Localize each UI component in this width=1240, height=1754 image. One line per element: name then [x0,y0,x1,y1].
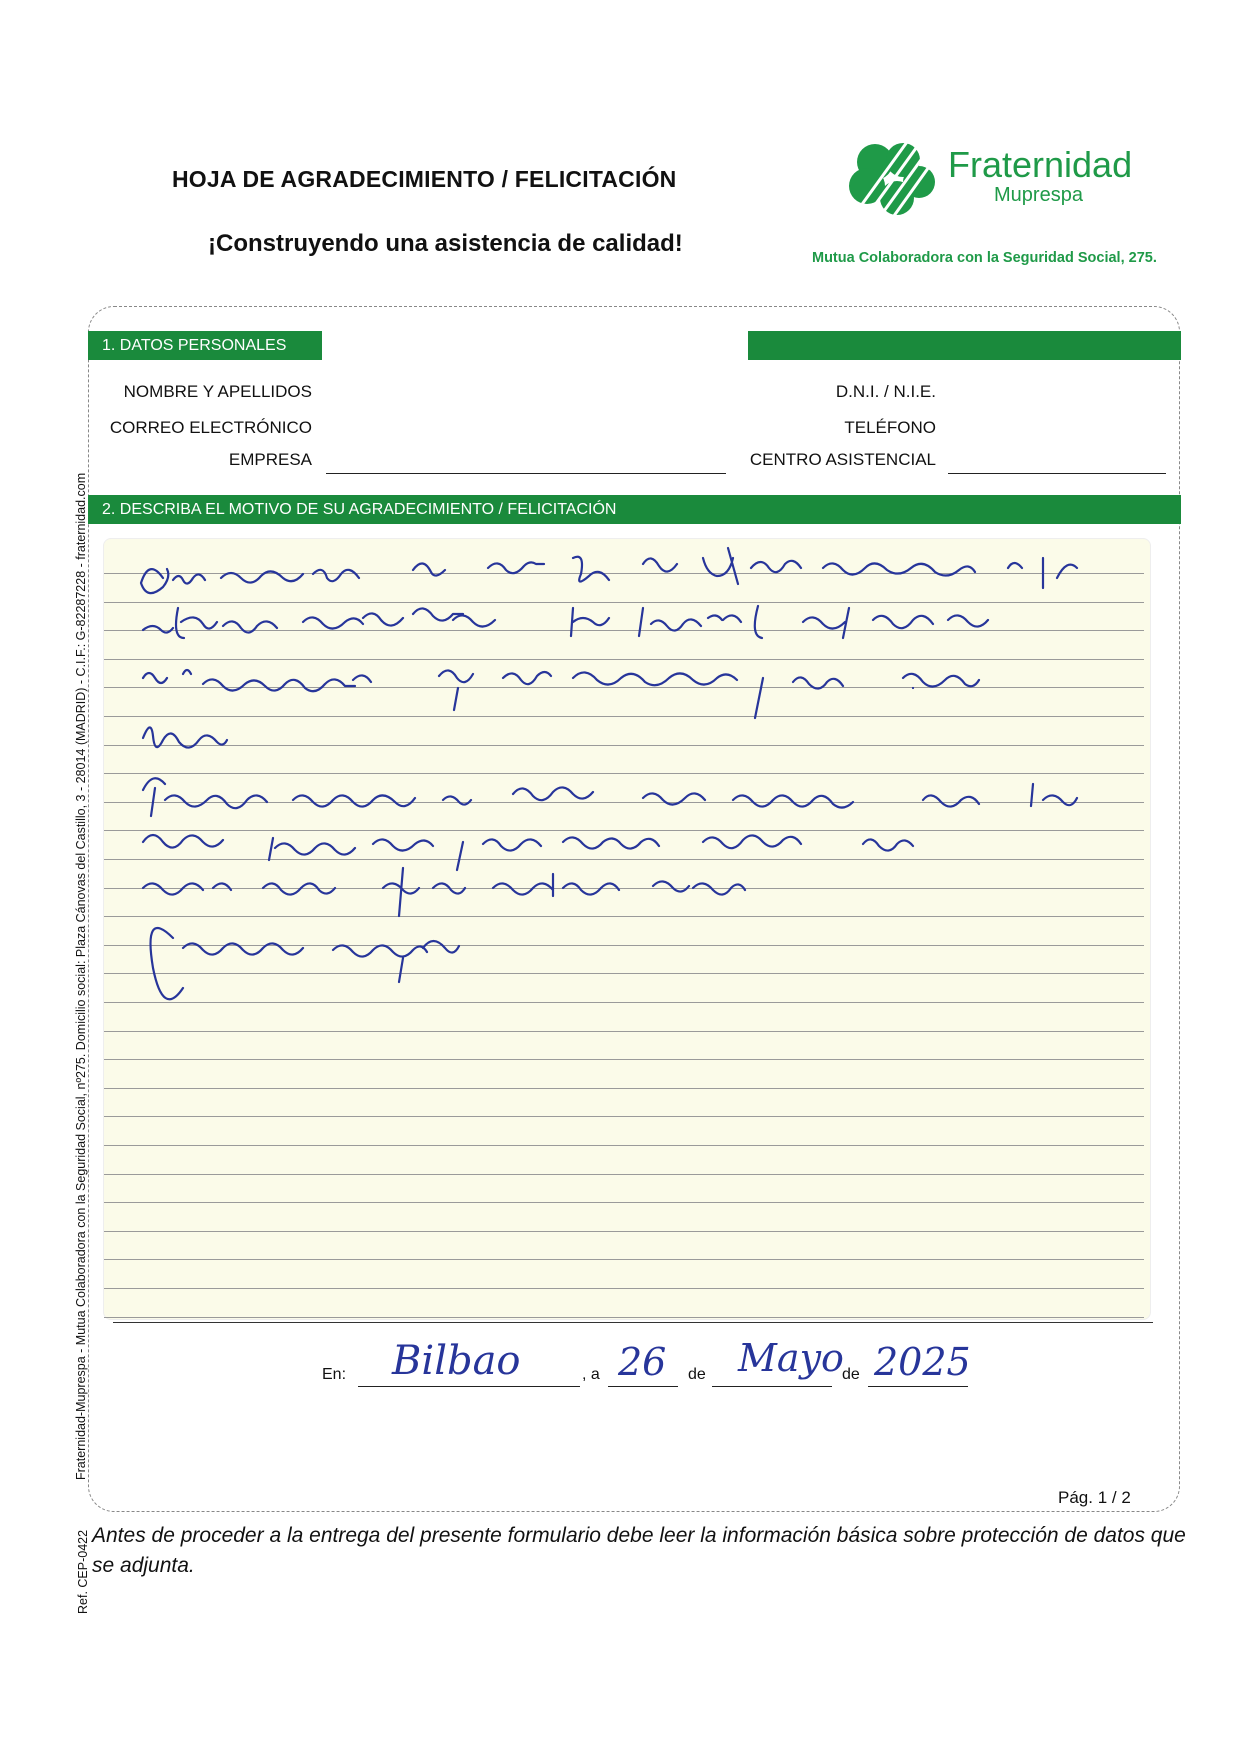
brand-mutua-text: Mutua Colaboradora con la Seguridad Social, 275. [812,250,1157,266]
centro-field[interactable] [948,472,1166,474]
section-reason-header: 2. DESCRIBA EL MOTIVO DE SU AGRADECIMIENTO / FELICITACIÓN [88,495,1181,524]
dni-label: D.N.I. / N.I.E. [835,382,936,401]
year-line [868,1386,968,1387]
form-reference: Ref. CEP-0422 [76,1529,90,1614]
centro-label: CENTRO ASISTENCIAL [749,450,936,469]
data-protection-notice: Antes de proceder a la entrega del presente formulario debe leer la información básica sobre protección de datos que se adjunta. [92,1524,1186,1577]
empresa-field[interactable] [326,472,726,474]
month-line [712,1386,832,1387]
page-number: Pág. 1 / 2 [1058,1488,1131,1507]
brand-name: Fraternidad [948,144,1133,185]
de-label-1: de [688,1366,706,1383]
day-value: 26 [618,1340,667,1384]
month-value: Mayo [738,1336,844,1380]
city-value: Bilbao [392,1338,521,1384]
message-bottom-line [113,1322,1153,1323]
brand-subname: Muprespa [994,184,1083,206]
day-line [608,1386,678,1387]
a-label: , a [582,1366,600,1383]
section-personal-data-header: 1. DATOS PERSONALES [88,331,1181,360]
year-value: 2025 [874,1340,971,1384]
form-title: HOJA DE AGRADECIMIENTO / FELICITACIÓN [172,166,677,192]
city-line [358,1386,580,1387]
header-cutout [322,331,748,363]
correo-label: CORREO ELECTRÓNICO [109,418,312,437]
handwritten-message [103,538,1149,1318]
legal-side-text: Fraternidad-Muprespa - Mutua Colaboradora con la Seguridad Social, nº275. Domicilio social: Plaza Cánovas del Castillo, 3 - 28014 (MADRID) - C.I.F.: G-82287228 - fraternidad.com [74,472,88,1480]
form-subtitle: ¡Construyendo una asistencia de calidad! [208,230,683,257]
de-label-2: de [842,1366,860,1383]
brand-logo-icon [845,140,941,218]
nombre-label: NOMBRE Y APELLIDOS [123,382,312,401]
en-label: En: [322,1366,347,1383]
empresa-label: EMPRESA [228,450,312,469]
telefono-label: TELÉFONO [844,418,936,437]
